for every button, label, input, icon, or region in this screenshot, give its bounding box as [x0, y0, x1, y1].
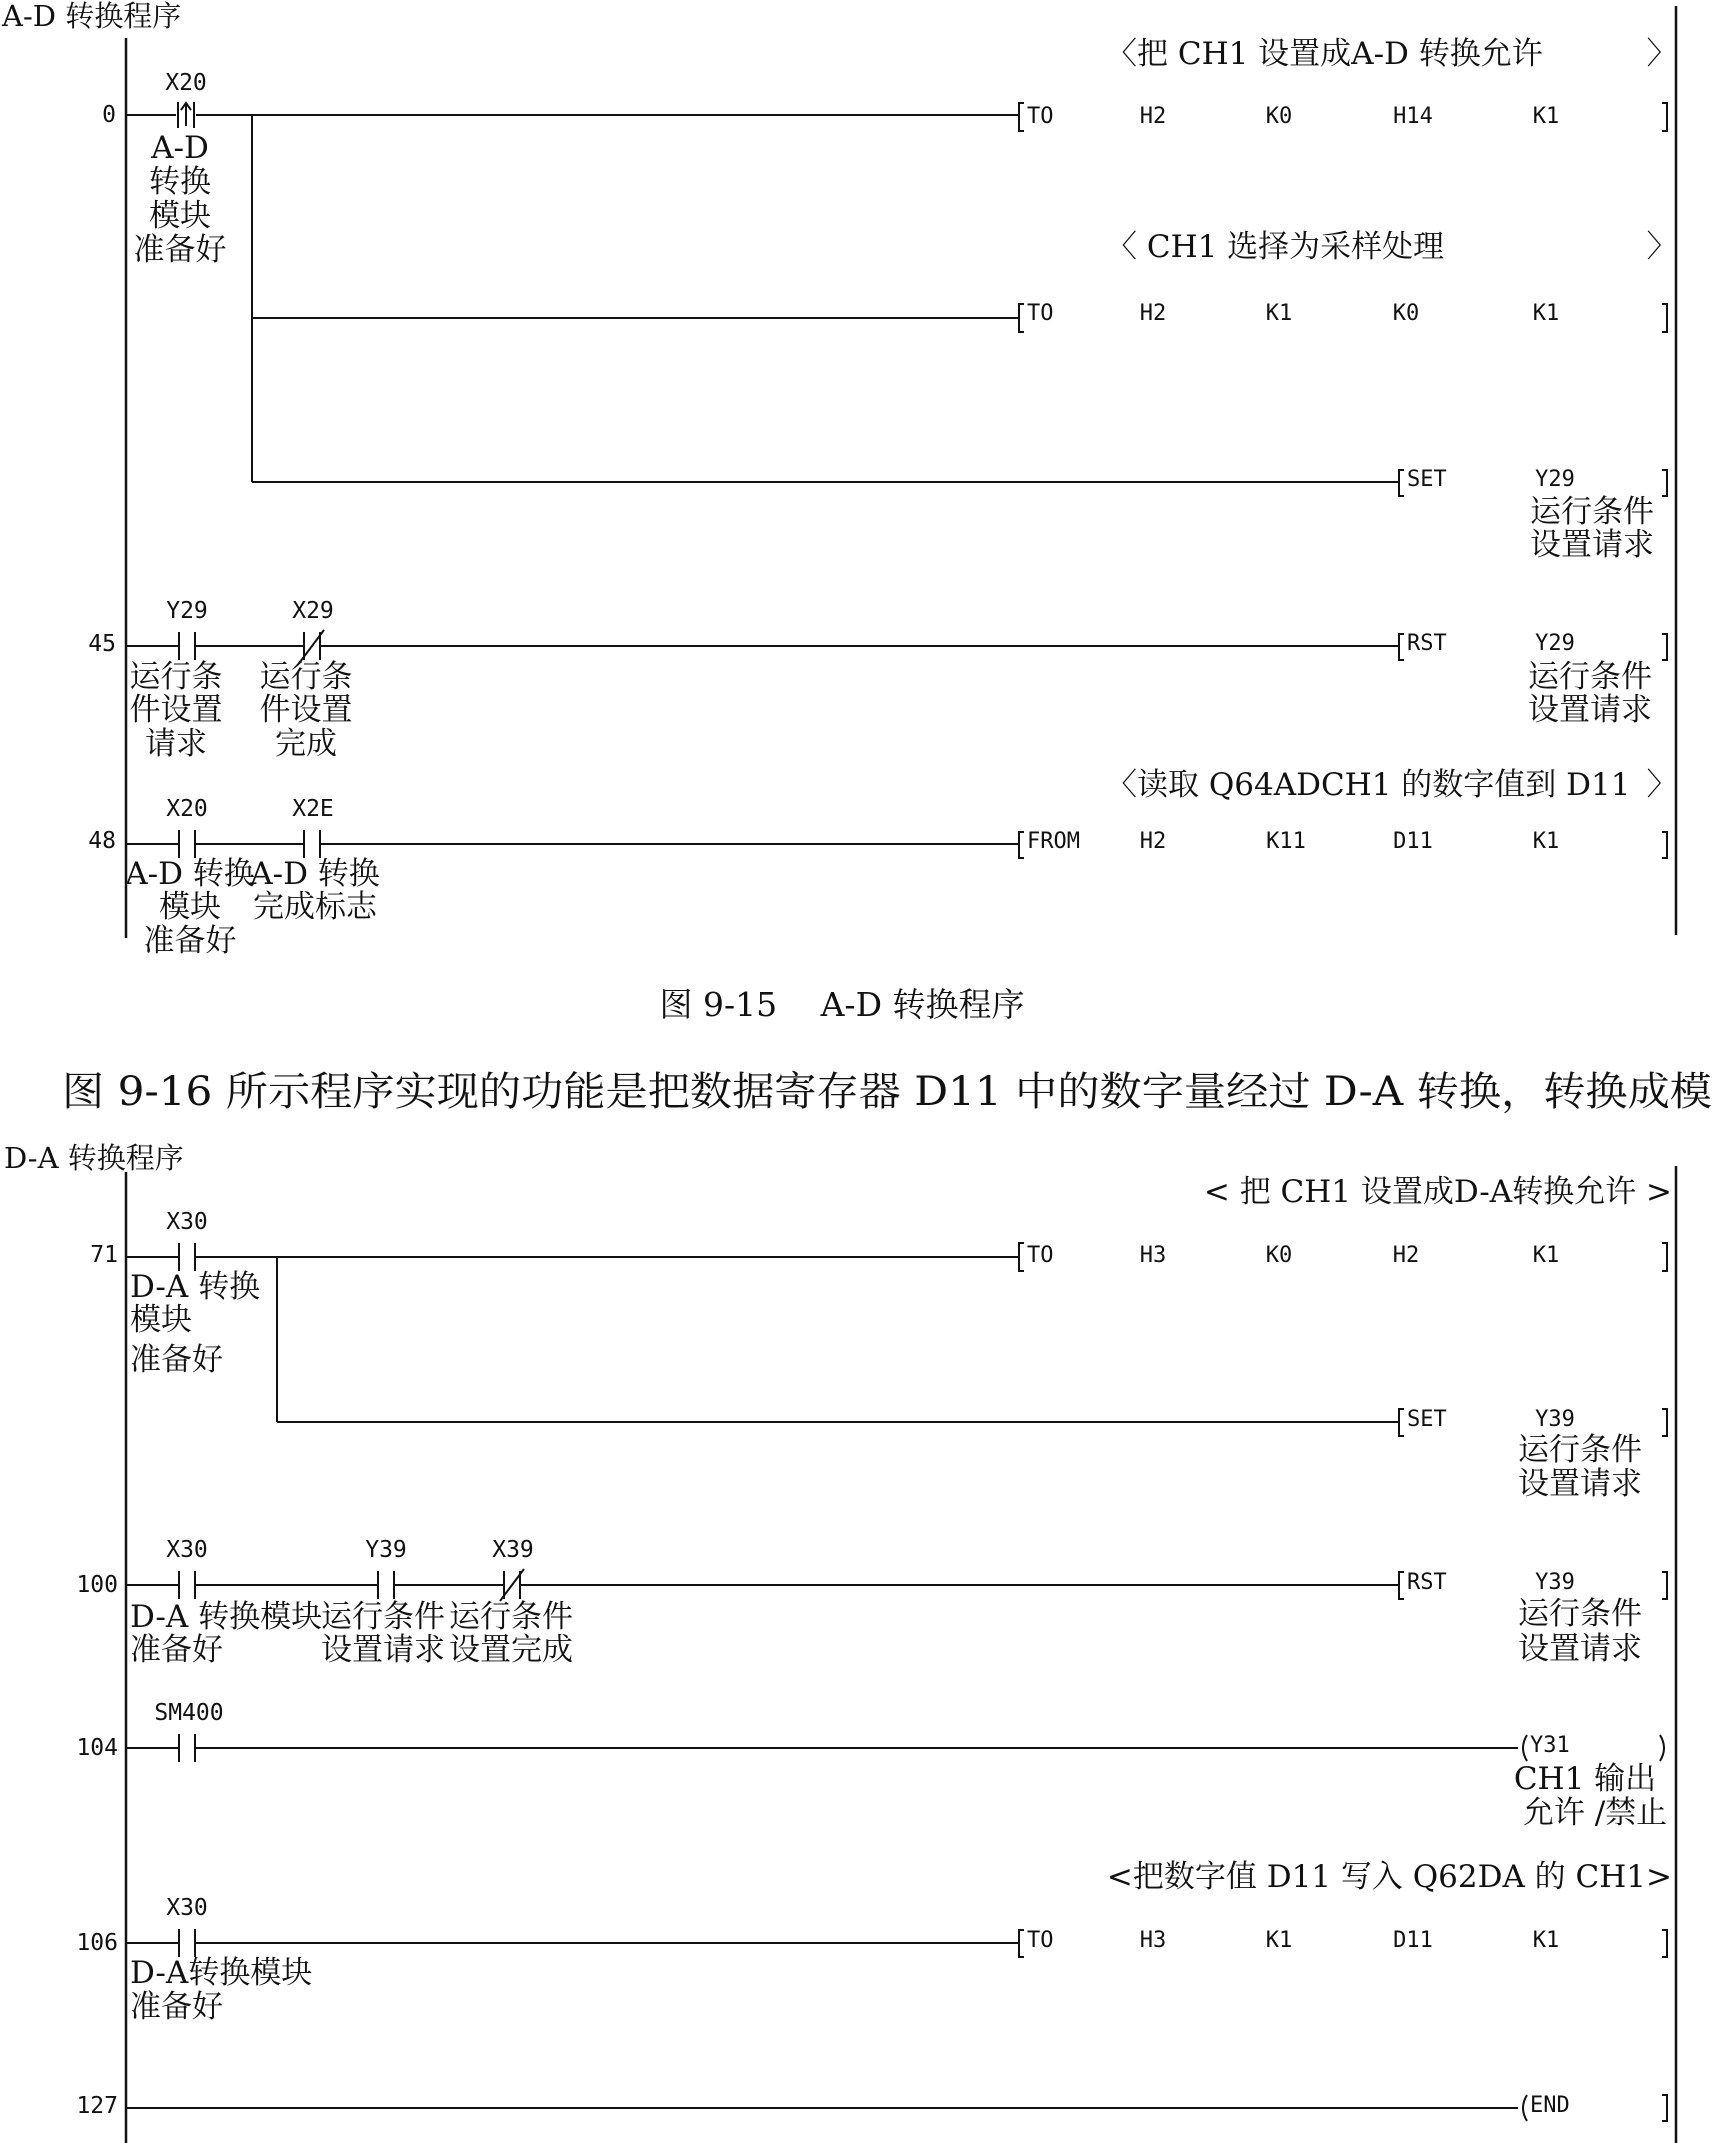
contact-device-label: X29 [292, 598, 334, 624]
instruction-to [1019, 1243, 1667, 1271]
contact-device-label: X30 [166, 1209, 208, 1235]
contact-comment-line: D-A 转换模块 [130, 1599, 323, 1635]
contact-comment-line: 模块 [159, 889, 221, 925]
instruction-op: RST [1407, 1570, 1447, 1595]
da-rung-106 [126, 1895, 1667, 2025]
da-title: D-A 转换程序 [4, 1141, 184, 1175]
instruction-set [1399, 1407, 1667, 1502]
da-program [4, 1141, 1676, 2143]
ad-step-number: 0 [102, 102, 116, 128]
ad-program [1, 0, 1678, 959]
da-step-number: 104 [76, 1735, 118, 1761]
contact-comment-line: A-D 转换 [125, 856, 255, 892]
ad-rung-48 [124, 796, 1667, 959]
da-rung-100 [126, 1537, 1667, 1668]
instruction-arg: K1 [1532, 1243, 1560, 1268]
instruction-op: RST [1407, 631, 1447, 656]
ad-rung-0 [126, 70, 1667, 563]
instruction-arg: H14 [1393, 104, 1433, 129]
contact-device-label: SM400 [154, 1700, 224, 1726]
ad-comment-end: 〉 [1646, 229, 1678, 265]
instruction-arg: D11 [1393, 1928, 1433, 1953]
contact-comment-line: A-D [151, 130, 209, 166]
device-comment-line: 运行条件 [1518, 1432, 1642, 1468]
contact-device-label: Y39 [365, 1537, 407, 1563]
contact-comment-line: 件设置 [259, 692, 353, 728]
instruction-arg: H3 [1139, 1928, 1167, 1953]
contact-comment-line: 模块 [149, 198, 211, 234]
contact-comment-line: 转换 [149, 164, 211, 200]
body-paragraph: 图 9-16 所示程序实现的功能是把数据寄存器 D11 中的数字量经过 D-A 转换，转换成模 [62, 1069, 1712, 1115]
figure-caption: 图 9-15 A-D 转换程序 [659, 985, 1025, 1024]
output-coil [1514, 1733, 1667, 1831]
coil-device: Y31 [1530, 1733, 1570, 1758]
contact-comment-line: 运行条件 [321, 1599, 445, 1635]
instruction-rst [1399, 1570, 1667, 1667]
instruction-arg: K1 [1532, 104, 1560, 129]
instruction-arg: D11 [1393, 829, 1433, 854]
instruction-arg: K1 [1265, 301, 1293, 326]
contact-comment-line: 准备好 [130, 1989, 223, 2025]
device-comment-line: 允许 /禁止 [1522, 1795, 1668, 1831]
contact-comment-line: D-A 转换 [130, 1269, 261, 1305]
contact-device-label: Y29 [166, 598, 208, 624]
da-comment-2: <把数字值 D11 写入 Q62DA 的 CH1> [1106, 1859, 1672, 1895]
ad-comment-3: 〈读取 Q64ADCH1 的数字值到 D11 [1106, 767, 1631, 803]
device-comment-line: 设置请求 [1518, 1631, 1642, 1667]
instruction-arg: H3 [1139, 1243, 1167, 1268]
normally-open-contact [179, 1571, 195, 1599]
instruction-arg: H2 [1139, 829, 1167, 854]
instruction-arg: K1 [1532, 301, 1560, 326]
contact-comment-line: 设置请求 [321, 1632, 445, 1668]
normally-open-contact [304, 830, 320, 858]
instruction-to [1019, 301, 1667, 332]
contact-comment-line: 准备好 [130, 1632, 223, 1668]
normally-open-contact [179, 1243, 195, 1271]
contact-comment-line: 准备好 [143, 923, 237, 959]
rising-edge-contact [178, 102, 194, 128]
contact-comment-line: D-A转换模块 [130, 1955, 313, 1991]
instruction-op: END [1530, 2093, 1570, 2118]
device-comment-line: 运行条件 [1518, 1596, 1642, 1632]
instruction-to [1019, 1928, 1667, 1957]
contact-comment-line: 准备好 [130, 1342, 223, 1378]
instruction-op: FROM [1027, 829, 1080, 854]
contact-device-label: X30 [166, 1537, 208, 1563]
normally-open-contact [179, 1734, 195, 1762]
contact-device-label: X20 [165, 70, 207, 96]
device-comment-line: CH1 输出 [1513, 1761, 1657, 1797]
ad-step-number: 45 [88, 631, 116, 657]
instruction-op: TO [1027, 1243, 1054, 1268]
contact-device-label: X2E [292, 796, 334, 822]
instruction-to [1019, 103, 1667, 131]
instruction-arg: K1 [1265, 1928, 1293, 1953]
device-comment-line: 运行条件 [1530, 494, 1654, 530]
ad-title: A-D 转换程序 [2, 0, 182, 33]
da-step-number: 71 [90, 1242, 118, 1268]
device-comment-line: 设置请求 [1528, 692, 1652, 728]
contact-comment-line: 完成 [275, 726, 337, 762]
contact-comment-line: 请求 [145, 726, 207, 762]
contact-comment-line: 运行条 [129, 659, 223, 695]
instruction-end [1523, 2093, 1667, 2121]
instruction-arg: K0 [1265, 1243, 1293, 1268]
ad-comment-1: 〈把 CH1 设置成A-D 转换允许 [1106, 36, 1543, 72]
instruction-device: Y29 [1535, 631, 1575, 656]
device-comment-line: 运行条件 [1528, 659, 1652, 695]
contact-comment-line: 运行条件 [449, 1599, 573, 1635]
contact-comment-line: 件设置 [129, 692, 223, 728]
contact-comment-line: 模块 [130, 1302, 192, 1338]
contact-device-label: X30 [166, 1895, 208, 1921]
contact-device-label: X39 [492, 1537, 534, 1563]
contact-comment-line: A-D 转换 [250, 856, 380, 892]
da-rung-71 [126, 1209, 1667, 1502]
instruction-arg: K0 [1265, 104, 1293, 129]
normally-open-contact [179, 632, 195, 660]
da-rung-104 [126, 1700, 1667, 1831]
instruction-device: Y39 [1535, 1570, 1575, 1595]
instruction-op: TO [1027, 301, 1054, 326]
contact-comment-line: 完成标志 [253, 889, 377, 925]
instruction-op: TO [1027, 1928, 1054, 1953]
normally-open-contact [179, 830, 195, 858]
instruction-arg: H2 [1392, 1243, 1420, 1268]
da-step-number: 127 [76, 2093, 118, 2119]
contact-comment-line: 准备好 [133, 232, 227, 268]
normally-open-contact [378, 1571, 394, 1599]
instruction-op: SET [1407, 1407, 1447, 1432]
instruction-rst [1399, 631, 1667, 728]
normally-open-contact [179, 1929, 195, 1957]
instruction-device: Y29 [1535, 467, 1575, 492]
device-comment-line: 设置请求 [1530, 527, 1654, 563]
instruction-op: SET [1407, 467, 1447, 492]
instruction-arg: K1 [1532, 829, 1560, 854]
contact-comment-line: 设置完成 [449, 1632, 573, 1668]
da-step-number: 100 [76, 1572, 118, 1598]
instruction-op: TO [1027, 104, 1054, 129]
instruction-device: Y39 [1535, 1407, 1575, 1432]
ad-comment-2: 〈 CH1 选择为采样处理 [1106, 229, 1445, 265]
instruction-arg: H2 [1139, 301, 1167, 326]
da-comment-1: < 把 CH1 设置成D-A转换允许 > [1203, 1174, 1672, 1210]
da-step-number: 106 [76, 1930, 118, 1956]
ad-step-number: 48 [88, 828, 116, 854]
ad-rung-45 [126, 598, 1667, 762]
instruction-arg: K11 [1266, 829, 1306, 854]
contact-comment-line: 运行条 [259, 659, 353, 695]
instruction-arg: H2 [1139, 104, 1167, 129]
ad-comment-end: 〉 [1646, 36, 1678, 72]
da-rung-127 [126, 2093, 1667, 2121]
device-comment-line: 设置请求 [1518, 1466, 1642, 1502]
ad-comment-end: 〉 [1646, 767, 1678, 803]
instruction-set [1399, 467, 1667, 563]
contact-device-label: X20 [166, 796, 208, 822]
instruction-arg: K0 [1392, 301, 1420, 326]
instruction-from [1019, 829, 1667, 858]
instruction-arg: K1 [1532, 1928, 1560, 1953]
